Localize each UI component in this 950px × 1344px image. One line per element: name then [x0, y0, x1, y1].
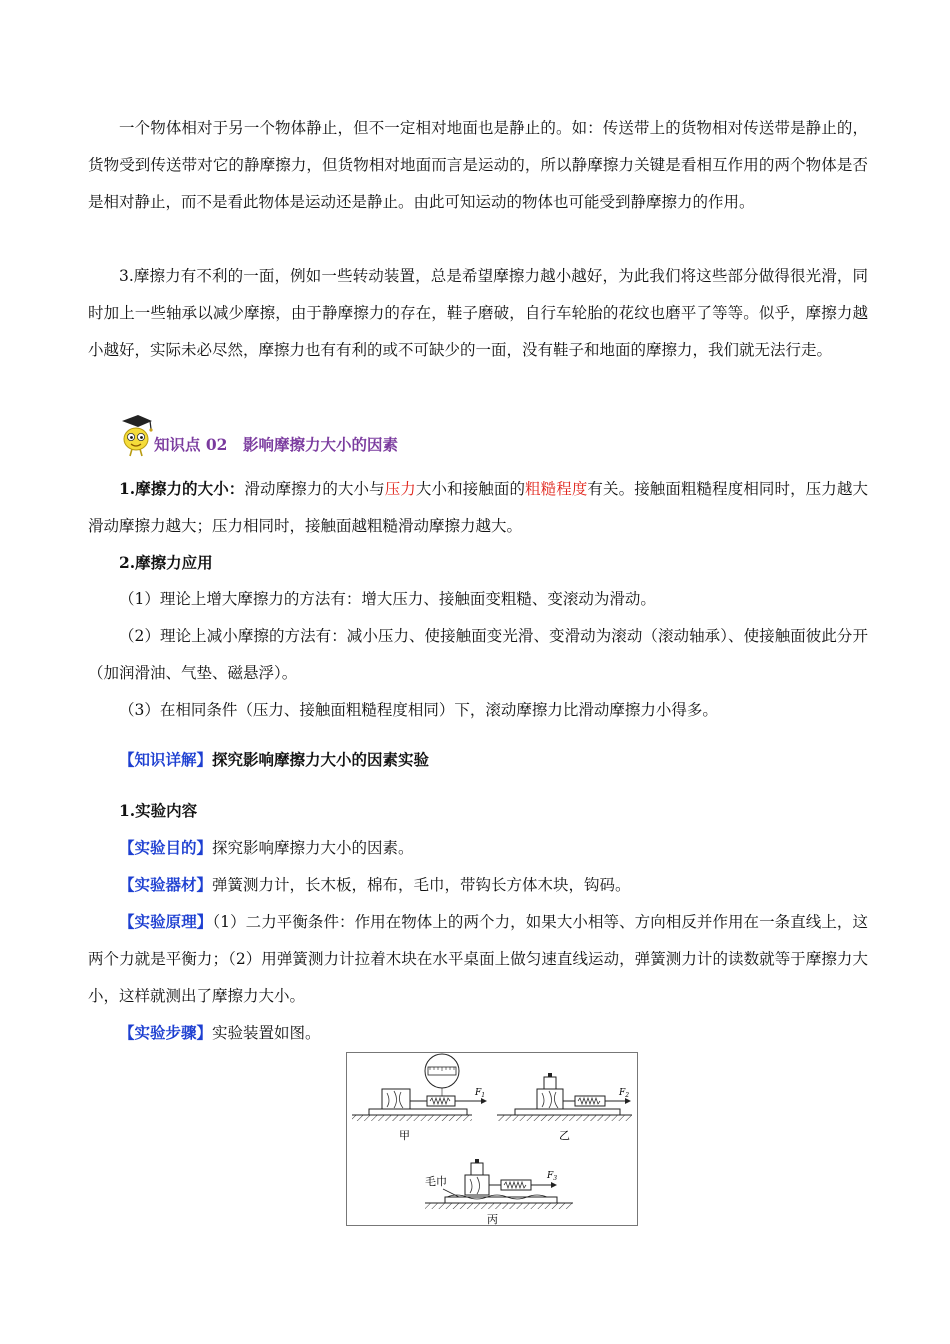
experiment-purpose: [88, 829, 868, 867]
wood-block: [465, 1175, 489, 1195]
force-f1-label: $F_1$: [475, 1088, 486, 1099]
highlight-roughness: 粗糙程度: [525, 480, 588, 498]
principle-text: （1）二力平衡条件：作用在物体上的两个力，如果大小相等、方向相反并作用在一条直线上，这两个力就是平衡力；（2）用弹簧测力计拉着木块在水平桌面上做匀速直线运动，弹簧测力计的读数就等于摩擦力大小，这样就测出了摩擦力大小。: [88, 913, 868, 1005]
section2-label: 2.摩擦力应用: [119, 553, 213, 572]
steps-tag: 【实验步骤】: [119, 1023, 213, 1042]
weight-block: [544, 1077, 556, 1089]
experiment-steps: [88, 1014, 868, 1052]
materials-text: 弹簧测力计，长木板，棉布，毛巾，带钩长方体木块，钩码。: [212, 876, 631, 894]
setup-yi: [497, 1073, 632, 1142]
scholar-mascot-icon: [118, 412, 154, 458]
apparatus-diagram: [347, 1053, 637, 1225]
setup-jia: [352, 1054, 487, 1142]
section2-item1: （1）理论上增大摩擦力的方法有：增大压力、接触面变粗糙、变滚动为滑动。: [119, 590, 656, 608]
materials-tag: 【实验器材】: [119, 875, 213, 894]
section2-item2: （2）理论上减小摩擦的方法有：减小压力、使接触面变光滑、变滑动为滚动（滚动轴承）、使接触面彼此分开（加润滑油、气垫、磁悬浮）。: [88, 627, 868, 682]
setup-bing: [425, 1159, 573, 1225]
highlight-pressure: 压力: [384, 480, 416, 498]
knowledge-point-title: 知识点 02 影响摩擦力大小的因素: [154, 435, 398, 454]
detail-heading: [88, 741, 868, 779]
label-yi: 乙: [559, 1129, 570, 1142]
experiment-apparatus-figure: [346, 1052, 638, 1226]
knowledge-point-heading: [118, 408, 398, 458]
detail-tag: 【知识详解】: [119, 750, 213, 769]
label-towel: 毛巾: [425, 1175, 447, 1188]
paragraph-friction-magnitude: [88, 470, 868, 545]
force-f2-label: $F_2$: [619, 1088, 630, 1099]
label-jia: 甲: [399, 1129, 410, 1142]
section1-text-a: 滑动摩擦力的大小与: [244, 480, 385, 498]
section1-text-b: 大小和接触面的: [415, 480, 526, 498]
label-bing: 丙: [487, 1213, 498, 1225]
steps-text: 实验装置如图。: [212, 1024, 321, 1042]
experiment-principle: [88, 903, 868, 1015]
weight-block: [471, 1163, 483, 1175]
section1-text-c: 有关。接触面粗糙程度相同时，压力越大滑动摩擦力越大；压力相同时，接触面越粗糙滑动摩擦力越大。: [88, 480, 868, 535]
detail-title: 探究影响摩擦力大小的因素实验: [212, 750, 430, 769]
purpose-tag: 【实验目的】: [119, 838, 213, 857]
principle-tag: 【实验原理】: [119, 912, 213, 931]
paragraph-static-friction: 一个物体相对于另一个物体静止，但不一定相对地面也是静止的。如：传送带上的货物相对传送带是静止的，货物受到传送带对它的静摩擦力，但货物相对地面而言是运动的，所以静摩擦力关键是看相互作用的两个物体是否是相对静止，而不是看此物体是运动还是静止。由此可知运动的物体也可能受到静摩擦力的作用。: [88, 119, 868, 211]
experiment-label: 1.实验内容: [119, 801, 198, 820]
paragraph-friction-disadvantage: 3.摩擦力有不利的一面，例如一些转动装置，总是希望摩擦力越小越好，为此我们将这些部分做得很光滑，同时加上一些轴承以减少摩擦，由于静摩擦力的存在，鞋子磨破，自行车轮胎的花纹也磨平了等等。似乎，摩擦力越小越好，实际未必尽然，摩擦力也有有利的或不可缺少的一面，没有鞋子和地面的摩擦力，我们就无法行走。: [88, 267, 868, 359]
wood-block: [382, 1089, 410, 1109]
purpose-text: 探究影响摩擦力大小的因素。: [212, 839, 414, 857]
section1-label: 1.摩擦力的大小：: [119, 479, 245, 498]
force-f3-label: $F_3$: [547, 1171, 558, 1182]
experiment-materials: [88, 866, 868, 904]
section2-item3: （3）在相同条件（压力、接触面粗糙程度相同）下，滚动摩擦力比滑动摩擦力小得多。: [119, 701, 718, 719]
